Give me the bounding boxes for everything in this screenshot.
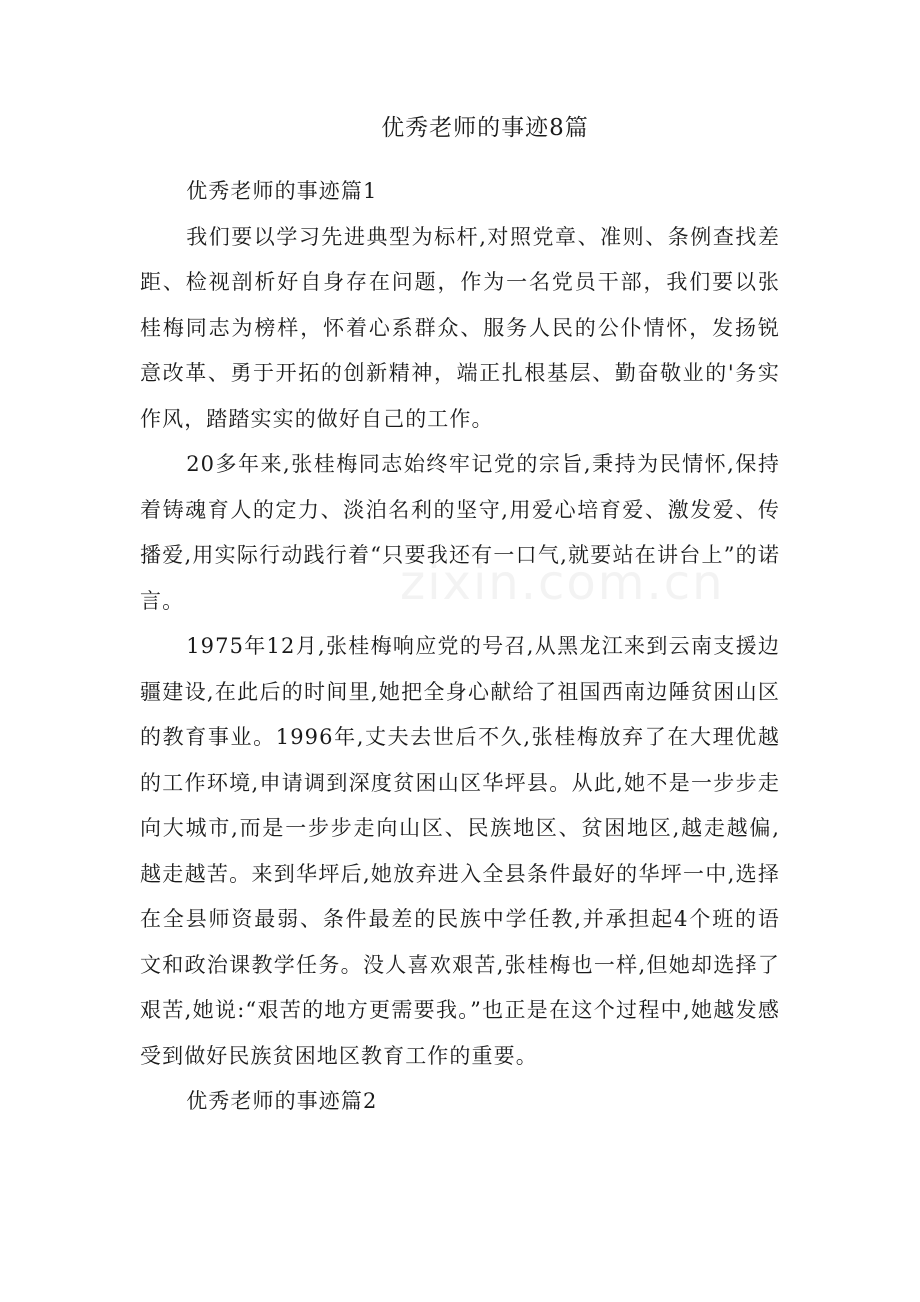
paragraph-1: 我们要以学习先进典型为标杆,对照党章、准则、条例查找差距、检视剖析好自身存在问题，作为一名党员干部，我们要以张桂梅同志为榜样，怀着心系群众、服务人民的公仆情怀，发扬锐意改革、勇于开拓的创新精神，端正扎根基层、勤奋敬业的'务实作风，踏踏实实的做好自己的工作。: [140, 224, 780, 431]
paragraph-3: 1975年12月,张桂梅响应党的号召,从黑龙江来到云南支援边疆建设,在此后的时间里,她把全身心献给了祖国西南边陲贫困山区的教育事业。1996年,丈夫去世后不久,张桂梅放弃了在大理优越的工作环境,申请调到深度贫困山区华坪县。从此,她不是一步步走向大城市,而是一步步走向山区、民族地区、贫困地区,越走越偏,越走越苦。来到华坪后,她放弃进入全县条件最好的华坪一中,选择在全县师资最弱、条件最差的民族中学任教,并承担起4个班的语文和政治课教学任务。没人喜欢艰苦,张桂梅也一样,但她却选择了艰苦,她说:“艰苦的地方更需要我。”也正是在这个过程中,她越发感受到做好民族贫困地区教育工作的重要。: [140, 634, 780, 1068]
paragraph-2: 20多年来,张桂梅同志始终牢记党的宗旨,秉持为民情怀,保持着铸魂育人的定力、淡泊名利的坚守,用爱心培育爱、激发爱、传播爱,用实际行动践行着“只要我还有一口气,就要站在讲台上”的诺言。: [140, 452, 780, 613]
watermark: zixin.com.cn: [400, 555, 725, 611]
document-title: 优秀老师的事迹8篇: [381, 115, 589, 141]
document-body: [140, 169, 780, 1125]
section-heading-1: 优秀老师的事迹篇1: [186, 179, 378, 203]
section-heading-2: 优秀老师的事迹篇2: [186, 1089, 378, 1113]
